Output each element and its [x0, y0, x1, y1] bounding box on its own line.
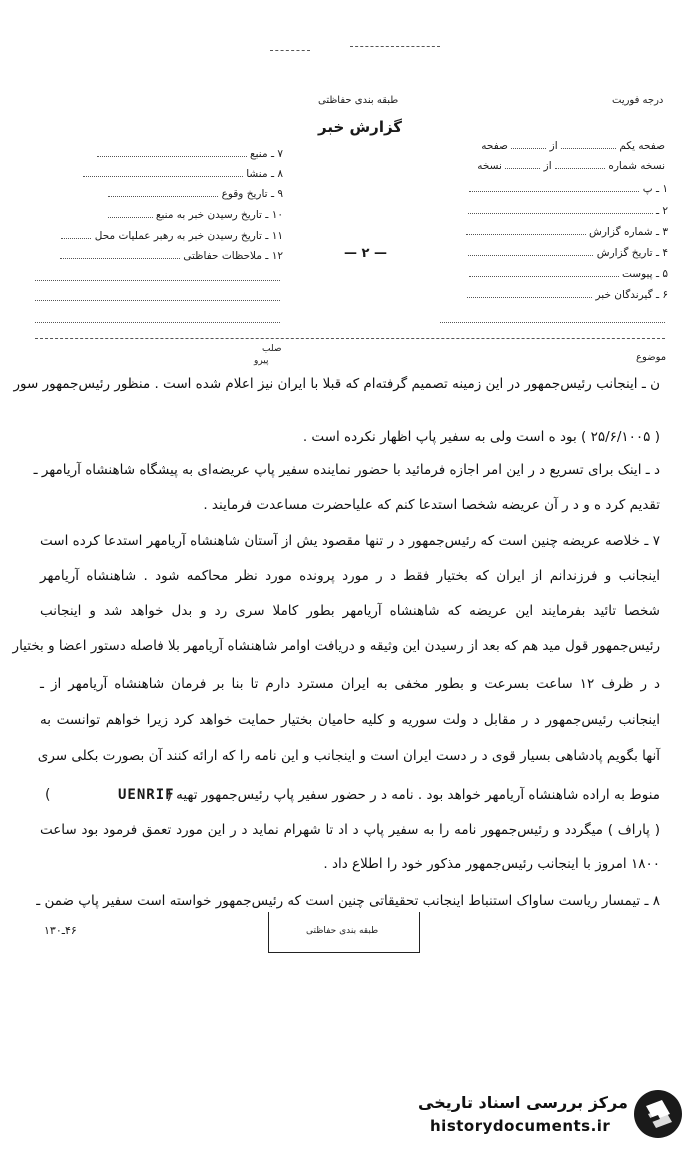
page-code: ۴۶ـ۱۳۰: [44, 924, 77, 937]
subject-label: موضوع: [636, 352, 667, 363]
right-field-1: [428, 183, 668, 195]
handwritten-word: UENRIF: [118, 787, 175, 803]
body-line: اینجانب و فرزندانم از ایران که بختیار فقط د ر مورد پرونده مورد نظر محاکمه شود . شاهنشاه آریامهر: [40, 568, 660, 584]
field-number: ۹ ـ: [270, 188, 283, 200]
field-label: منشا: [246, 168, 268, 180]
center-page-mark: — ۲ —: [344, 246, 387, 261]
field-label: تاریخ رسیدن خبر به رهبر عملیات محل: [94, 230, 262, 242]
left-field-12: [35, 250, 283, 262]
page-unit: صفحه: [481, 140, 508, 152]
field-number: ۵ ـ: [655, 268, 668, 280]
left-extra-line-2: [35, 300, 280, 301]
copy-of: از: [543, 160, 552, 172]
body-line: منوط به اراده شاهنشاه آریامهر خواهد بود . نامه د ر حضور سفیر پاپ رئیس‌جمهور تهیه (: [166, 787, 660, 803]
copy-number-row: [430, 160, 665, 172]
left-extra-line-3: [35, 322, 280, 323]
right-field-5: [428, 268, 668, 280]
field-label: ملاحظات حفاظتی: [183, 250, 262, 262]
right-field-extra-line: [440, 322, 665, 323]
page-label: صفحه یکم: [619, 140, 665, 152]
field-number: ۱۰ ـ: [265, 209, 283, 221]
right-field-3: [428, 226, 668, 238]
body-line: د ر ظرف ۱۲ ساعت بسرعت و بطور مخفی به ایران مسترد دارم تا بنا بر فرمان شاهنشاه آریامهر از ـ: [40, 676, 661, 692]
field-label: تاریخ گزارش: [596, 247, 653, 259]
header-separator: [35, 338, 665, 339]
field-label: شماره گزارش: [589, 226, 653, 238]
field-label: منبع: [250, 148, 268, 160]
body-line: ۷ ـ خلاصه عریضه چنین است که رئیس‌جمهور د ر تنها مقصود یش از آستان شاهنشاه آریامهر استدعا کرده است: [40, 533, 660, 549]
body-line: ۸ ـ تیمسار ریاست ساواک استنباط اینجانب تحقیقاتی چنین است که رئیس‌جمهور خواسته است سفیر پاپ ضمن ـ: [36, 893, 660, 909]
watermark-logo-icon: [632, 1088, 684, 1140]
field-number: ۶ ـ: [655, 289, 668, 301]
field-number: ۱۲ ـ: [265, 250, 283, 262]
field-label: تاریخ وقوع: [221, 188, 268, 200]
left-field-8: [35, 168, 283, 180]
field-number: ۸ ـ: [270, 168, 283, 180]
field-number: ۷ ـ: [270, 148, 283, 160]
left-field-7: [35, 148, 283, 160]
left-field-11: [35, 230, 283, 242]
body-line: اینجانب رئیس‌جمهور د ر مقابل د ولت سوریه و کلیه حامیان بختیار حمایت خواهد کرد زیرا خواهم توانست به: [40, 712, 660, 728]
body-line: تقدیم کرد ه و د ر آن عریضه شخصا استدعا کنم که علیاحضرت مساعدت فرمایند .: [203, 497, 660, 513]
page-of: از: [549, 140, 558, 152]
stamp-label: طبقه بندی حفاظتی: [306, 926, 379, 936]
classification-header: طبقه بندی حفاظتی: [318, 95, 399, 106]
body-line: د ـ اینک برای تسریع د ر این امر اجازه فرمائید با حضور نماینده سفیر پاپ عریضه‌ای به پیشگاه شاهنشاه آریامهر ـ: [33, 462, 660, 478]
body-line: ۱۸۰۰ امروز با اینجانب رئیس‌جمهور مذکور خود را اطلاع داد .: [323, 856, 660, 872]
body-line: ( ۲۵/۶/۱۰۰۵ ) بود ه است ولی به سفیر پاپ اظهار نکرده است .: [302, 429, 660, 445]
watermark-name: مرکز بررسی اسناد تاریخی: [418, 1093, 628, 1112]
right-field-2: [428, 205, 668, 217]
field-label: تاریخ رسیدن خبر به منبع: [155, 209, 262, 221]
field-label: گیرندگان خبر: [595, 289, 653, 301]
left-extra-line-1: [35, 280, 280, 281]
subject-note-top: صلب: [262, 344, 282, 354]
page-number-row: [430, 140, 665, 152]
body-line: آنها بگویم پادشاهی بسیار قوی د ر دست ایران است و اینجانب و این نامه را که ارائه کنند آن بصورت بکلی سری: [37, 748, 660, 764]
body-line: ( پاراف ) میگردد و رئیس‌جمهور نامه را به سفیر پاپ د اد تا شهرام نماید د ر این مورد تعمق فرمود بود ساعت: [40, 822, 660, 838]
copy-unit: نسخه: [477, 160, 502, 172]
document-title: گزارش خبر: [318, 118, 403, 136]
field-number: ۲ ـ: [655, 205, 668, 217]
left-field-9: [35, 188, 283, 200]
right-field-6: [428, 289, 668, 301]
field-number: ۱ ـ: [655, 183, 668, 195]
paren-open: (: [45, 787, 51, 803]
field-number: ۴ ـ: [655, 247, 668, 259]
left-field-10: [35, 209, 283, 221]
field-number: ۳ ـ: [655, 226, 668, 238]
body-line: رئیس‌جمهور قول مید هم که بعد از رسیدن این وثیقه و دریافت اوامر شاهنشاه آریامهر بلا فاصله دستور اعضا و بختیار: [12, 638, 660, 654]
priority-label: درجه فوریت: [612, 95, 664, 106]
field-label: پیوست: [621, 268, 653, 280]
top-scan-mark-left: [270, 50, 310, 51]
body-line: شخصا تائید بفرمایند این عریضه که شاهنشاه آریامهر بطور کاملا سری رد و بدل خواهد شد و اینجانب: [40, 603, 660, 619]
subject-note-bottom: پیرو: [254, 356, 269, 366]
copy-label: نسخه شماره: [608, 160, 665, 172]
top-scan-mark-right: [350, 46, 440, 47]
right-field-4: [428, 247, 668, 259]
classification-stamp: [268, 912, 420, 953]
field-number: ۱۱ ـ: [265, 230, 283, 242]
watermark-url: historydocuments.ir: [430, 1117, 611, 1135]
body-line: ن ـ اینجانب رئیس‌جمهور در این زمینه تصمیم گرفته‌ام که قبلا با ایران نیز اعلام شده است . منظور رئیس‌جمهور سور: [13, 376, 660, 392]
field-label: پ: [642, 183, 653, 195]
